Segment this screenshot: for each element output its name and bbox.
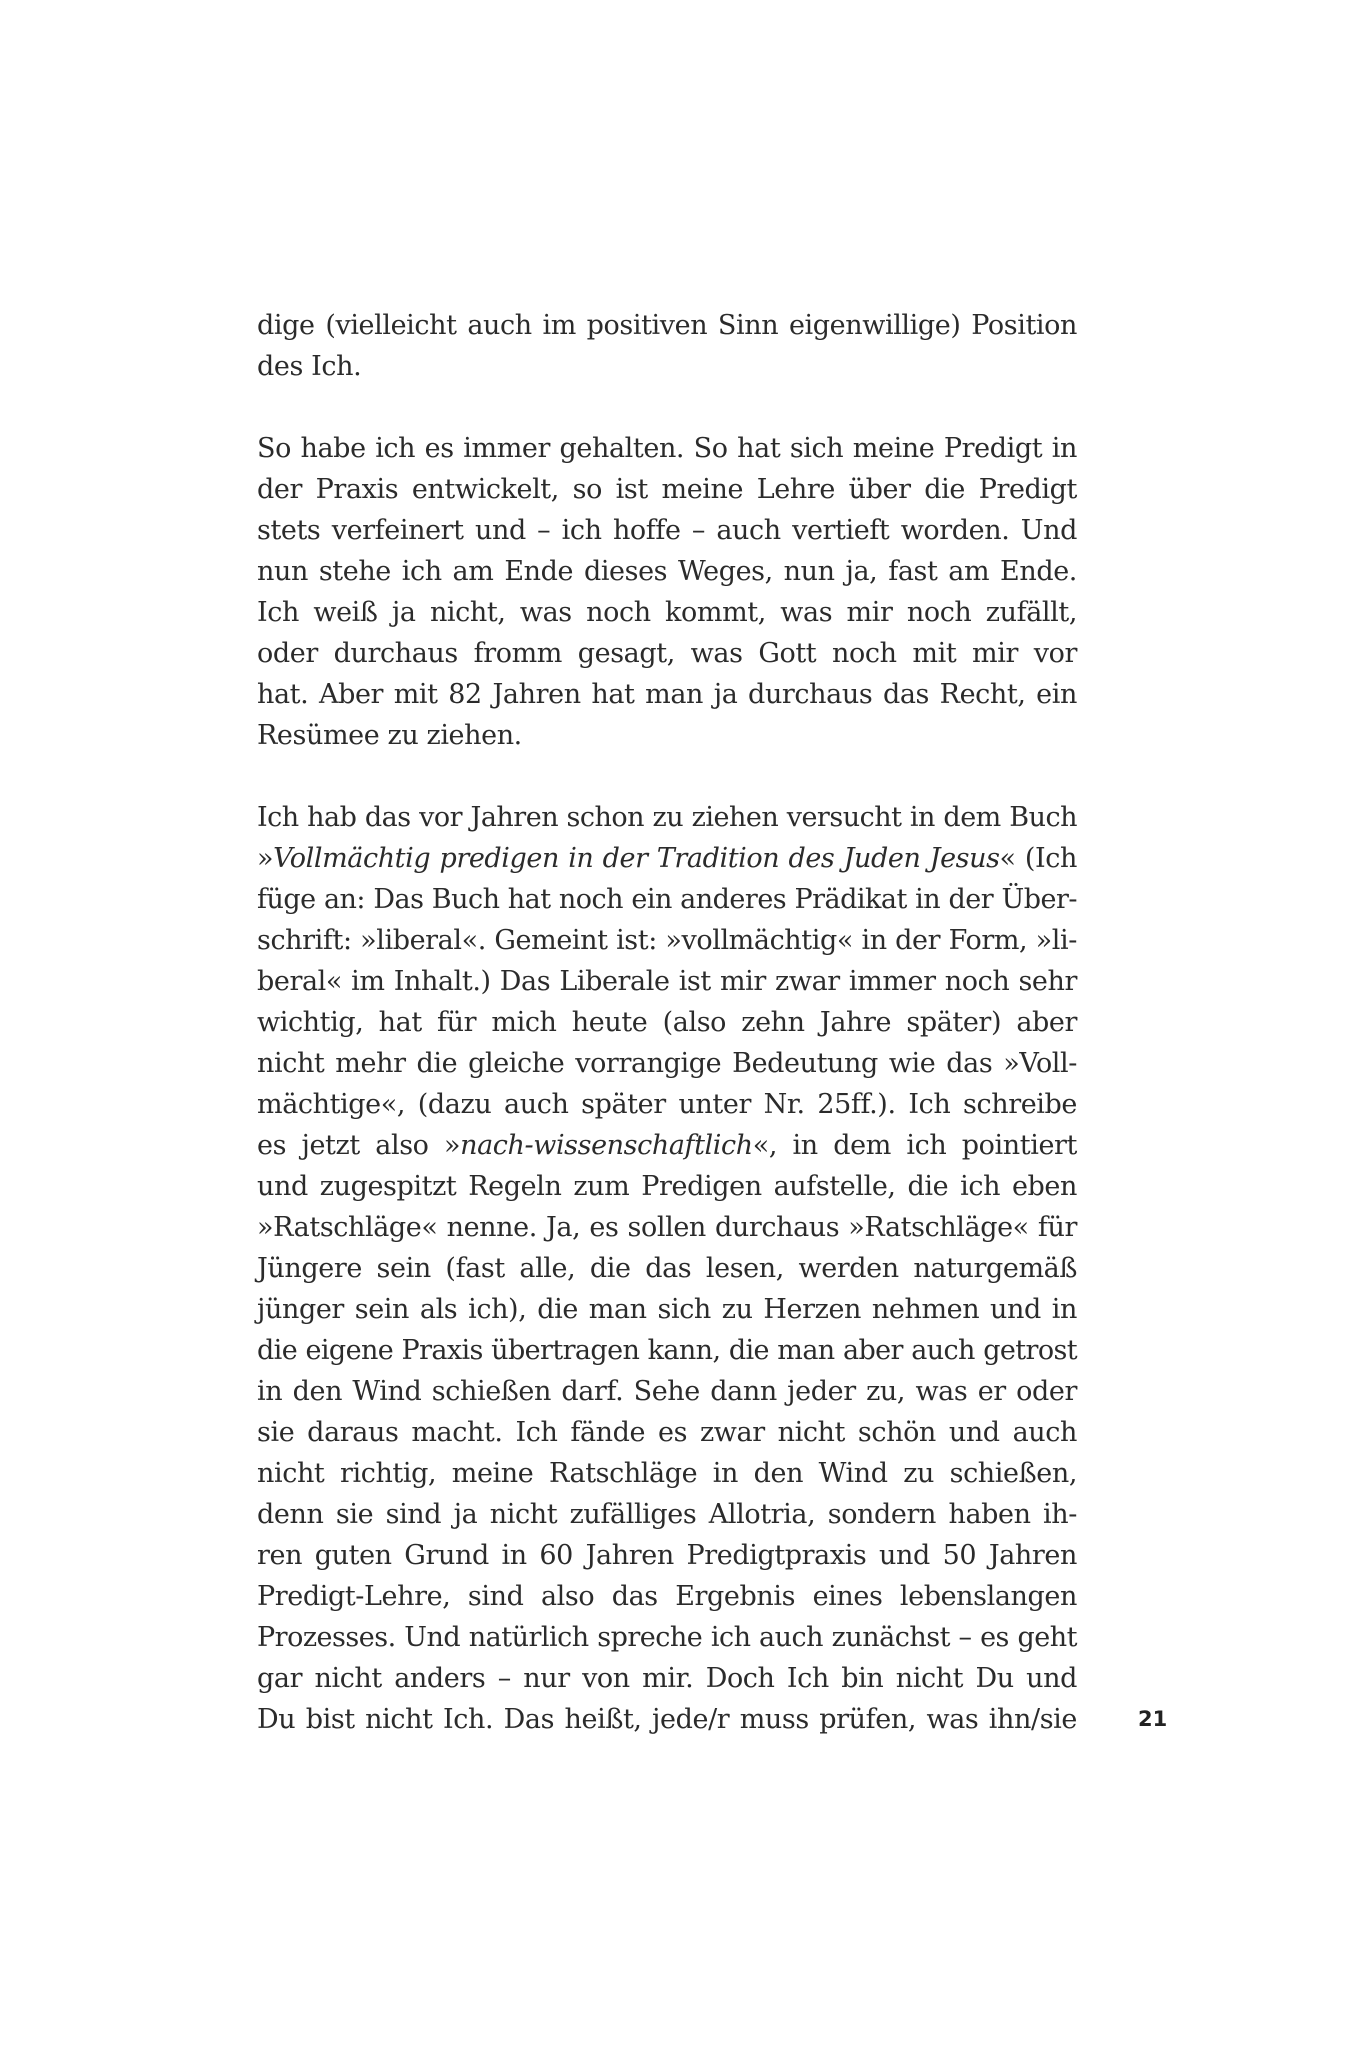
text-line: Ich weiß ja nicht, was noch kommt, was mir noch zufällt, — [257, 597, 1077, 628]
text-line: Ich hab das vor Jahren schon zu ziehen versucht in dem Buch — [257, 802, 1077, 833]
text-line: denn sie sind ja nicht zufälliges Allotria, sondern haben ih- — [257, 1499, 1077, 1530]
text-line: Resümee zu ziehen. — [257, 720, 522, 751]
text-line: schrift: »liberal«. Gemeint ist: »vollmächtig« in der Form, »li- — [257, 925, 1077, 956]
text-line: der Praxis entwickelt, so ist meine Lehre über die Predigt — [257, 474, 1077, 505]
text-line: jünger sein als ich), die man sich zu Herzen nehmen und in — [257, 1294, 1077, 1325]
italic-term: nach-wissenschaftlich — [460, 1130, 753, 1161]
text-line-with-book-title — [257, 838, 1077, 879]
page-number: 21 — [1138, 1707, 1168, 1731]
text-line: füge an: Das Buch hat noch ein anderes Prädikat in der Über- — [257, 884, 1077, 915]
text-line: nicht richtig, meine Ratschläge in den Wind zu schießen, — [257, 1458, 1077, 1489]
text-line: »Ratschläge« nenne. Ja, es sollen durchaus »Ratschläge« für — [257, 1212, 1077, 1243]
text-line: mächtige«, (dazu auch später unter Nr. 25ff.). Ich schreibe — [257, 1089, 1077, 1120]
body-text — [257, 305, 1077, 1740]
text-line: hat. Aber mit 82 Jahren hat man ja durchaus das Recht, ein — [257, 679, 1077, 710]
line-start: es jetzt also » — [257, 1130, 461, 1161]
text-line: dige (vielleicht auch im positiven Sinn eigenwillige) Position — [257, 310, 1077, 341]
text-line: in den Wind schießen darf. Sehe dann jeder zu, was er oder — [257, 1376, 1077, 1407]
book-title-italic: Vollmächtig predigen in der Tradition des Juden Jesus — [273, 843, 1000, 874]
text-line: Prozesses. Und natürlich spreche ich auch zunächst – es geht — [257, 1622, 1077, 1653]
text-line: ren guten Grund in 60 Jahren Predigtpraxis und 50 Jahren — [257, 1540, 1077, 1571]
text-line-with-italic — [257, 1125, 1077, 1166]
text-line: Predigt-Lehre, sind also das Ergebnis eines lebenslangen — [257, 1581, 1077, 1612]
text-line: Du bist nicht Ich. Das heißt, jede/r muss prüfen, was ihn/sie — [257, 1704, 1077, 1735]
text-line: des Ich. — [257, 351, 362, 382]
text-line: Jüngere sein (fast alle, die das lesen, werden naturgemäß — [257, 1253, 1077, 1284]
text-line: nun stehe ich am Ende dieses Weges, nun ja, fast am Ende. — [257, 556, 1077, 587]
text-line: So habe ich es immer gehalten. So hat sich meine Predigt in — [257, 433, 1077, 464]
text-line: sie daraus macht. Ich fände es zwar nicht schön und auch — [257, 1417, 1077, 1448]
text-line: und zugespitzt Regeln zum Predigen aufstelle, die ich eben — [257, 1171, 1077, 1202]
text-line: die eigene Praxis übertragen kann, die man aber auch getrost — [257, 1335, 1077, 1366]
text-line: oder durchaus fromm gesagt, was Gott noch mit mir vor — [257, 638, 1077, 669]
text-line: nicht mehr die gleiche vorrangige Bedeutung wie das »Voll- — [257, 1048, 1077, 1079]
paragraph-gap — [257, 387, 1077, 428]
paragraph-gap — [257, 756, 1077, 797]
text-line: wichtig, hat für mich heute (also zehn Jahre später) aber — [257, 1007, 1077, 1038]
line-end: «, in dem ich pointiert — [752, 1130, 1077, 1161]
quote-close-text: « (Ich — [999, 843, 1077, 874]
quote-open: » — [257, 843, 274, 874]
text-line: stets verfeinert und – ich hoffe – auch vertieft worden. Und — [257, 515, 1077, 546]
text-line: gar nicht anders – nur von mir. Doch Ich bin nicht Du und — [257, 1663, 1077, 1694]
text-line: beral« im Inhalt.) Das Liberale ist mir zwar immer noch sehr — [257, 966, 1077, 997]
